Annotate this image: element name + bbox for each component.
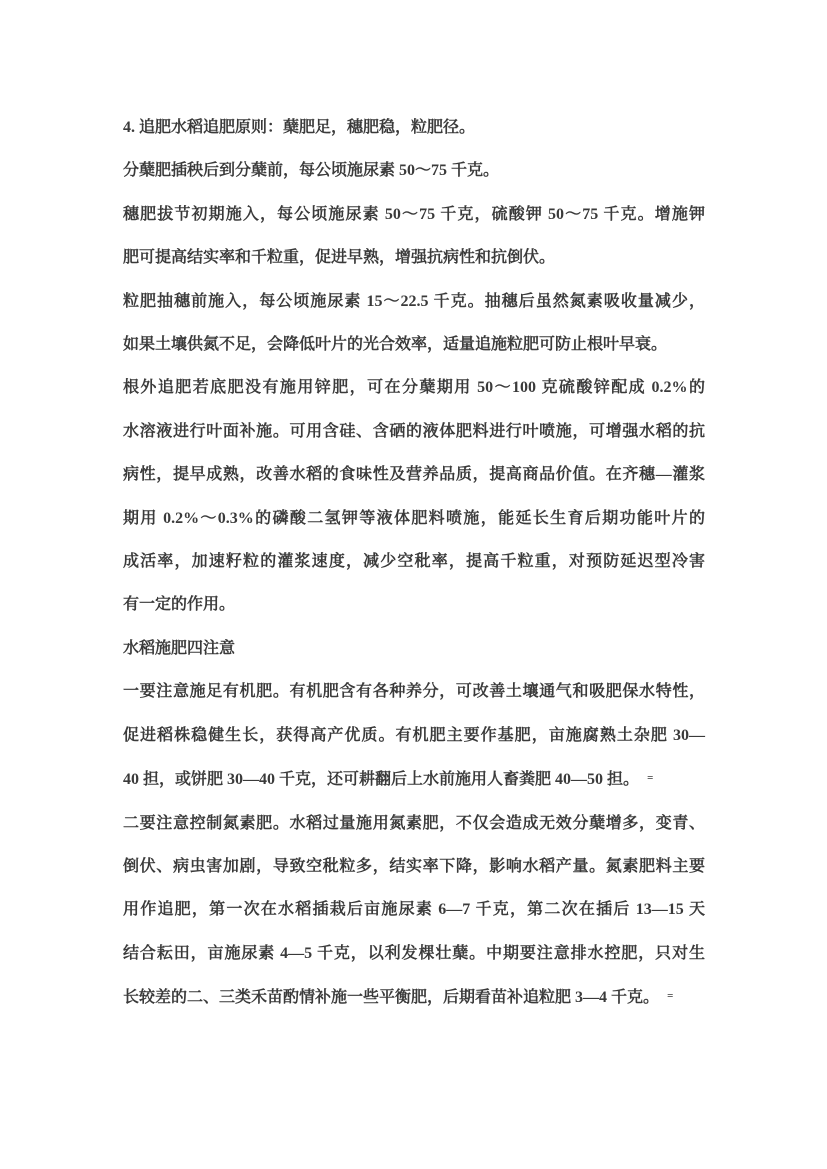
section-heading: 水稻施肥四注意 <box>123 639 236 657</box>
text-line <box>123 975 705 1019</box>
paragraph-end-mark: = <box>647 772 653 785</box>
text-line: 如果土壤供氮不足，会降低叶片的光合效率，适量追施粒肥可防止根叶早衰。 <box>123 336 668 354</box>
text-line-content: 长较差的二、三类禾苗酌情补施一些平衡肥，后期看苗补追粒肥 3—4 千克。 <box>123 989 660 1007</box>
text-line: 用作追肥，第一次在水稻插栽后亩施尿素 6—7 千克，第二次在插后 13—15 天 <box>123 901 705 919</box>
document-body <box>123 106 705 1020</box>
text-line: 分蘖肥插秧后到分蘖前，每公顷施尿素 50～75 千克。 <box>123 162 500 180</box>
text-line: 根外追肥若底肥没有施用锌肥，可在分蘖期用 50～100 克硫酸锌配成 0.2%的 <box>123 379 705 397</box>
text-line: 水溶液进行叶面补施。可用含硅、含硒的液体肥料进行叶喷施，可增强水稻的抗 <box>123 422 705 440</box>
text-line: 倒伏、病虫害加剧，导致空秕粒多，结实率下降，影响水稻产量。氮素肥料主要 <box>123 857 705 875</box>
text-line: 促进稻株稳健生长，获得高产优质。有机肥主要作基肥，亩施腐熟土杂肥 30— <box>123 726 705 744</box>
numbered-item-heading: 4. 追肥水稻追肥原则：蘖肥足，穗肥稳，粒肥径。 <box>123 119 476 136</box>
text-line: 有一定的作用。 <box>123 596 236 614</box>
text-line: 肥可提高结实率和千粒重，促进早熟，增强抗病性和抗倒伏。 <box>123 249 556 267</box>
text-line: 成活率，加速籽粒的灌浆速度，减少空秕率，提高千粒重，对预防延迟型冷害 <box>123 553 705 571</box>
text-line-content: 40 担，或饼肥 30—40 千克，还可耕翻后上水前施用人畜粪肥 40—50 担。 <box>123 771 640 789</box>
text-line: 期用 0.2%～0.3%的磷酸二氢钾等液体肥料喷施，能延长生育后期功能叶片的 <box>123 509 705 527</box>
text-line: 结合耘田，亩施尿素 4—5 千克，以利发棵壮蘖。中期要注意排水控肥，只对生 <box>123 944 705 962</box>
text-line: 穗肥拔节初期施入，每公顷施尿素 50～75 千克，硫酸钾 50～75 千克。增施钾 <box>123 205 705 223</box>
text-line: 一要注意施足有机肥。有机肥含有各种养分，可改善土壤通气和吸肥保水特性， <box>123 683 705 701</box>
paragraph-end-mark: = <box>667 990 673 1003</box>
text-line: 二要注意控制氮素肥。水稻过量施用氮素肥，不仅会造成无效分蘖增多，变青、 <box>123 814 705 832</box>
text-line: 粒肥抽穗前施入，每公顷施尿素 15～22.5 千克。抽穗后虽然氮素吸收量减少， <box>123 292 705 310</box>
text-line: 病性，提早成熟，改善水稻的食味性及营养品质，提高商品价值。在齐穗—灌浆 <box>123 466 705 484</box>
text-line <box>123 757 705 801</box>
